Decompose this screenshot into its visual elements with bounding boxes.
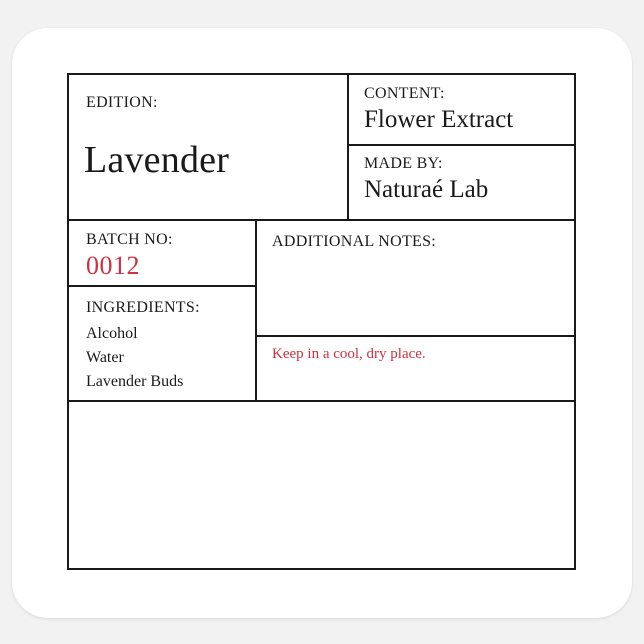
- content-caption: CONTENT:: [364, 85, 445, 102]
- divider-batch-notes: [255, 219, 257, 402]
- divider-edition-content: [347, 73, 349, 221]
- divider-notes-care: [256, 335, 576, 337]
- ingredient-item: Lavender Buds: [86, 373, 184, 390]
- content-value: Flower Extract: [364, 106, 514, 133]
- ingredient-item: Water: [86, 349, 124, 366]
- batch-value: 0012: [86, 251, 140, 280]
- divider-top-row: [67, 219, 576, 221]
- edition-caption: EDITION:: [86, 94, 158, 111]
- made-by-caption: MADE BY:: [364, 155, 443, 172]
- blank-writing-area[interactable]: [69, 402, 574, 568]
- made-by-value: Naturaé Lab: [364, 176, 489, 203]
- batch-caption: BATCH NO:: [86, 231, 173, 248]
- ingredients-caption: INGREDIENTS:: [86, 299, 200, 316]
- ingredient-item: Alcohol: [86, 325, 138, 342]
- edition-value: Lavender: [84, 139, 230, 181]
- care-note: Keep in a cool, dry place.: [272, 346, 426, 362]
- divider-batch-ingredients: [67, 285, 257, 287]
- divider-content-madeby: [348, 144, 576, 146]
- additional-notes-caption: ADDITIONAL NOTES:: [272, 233, 437, 250]
